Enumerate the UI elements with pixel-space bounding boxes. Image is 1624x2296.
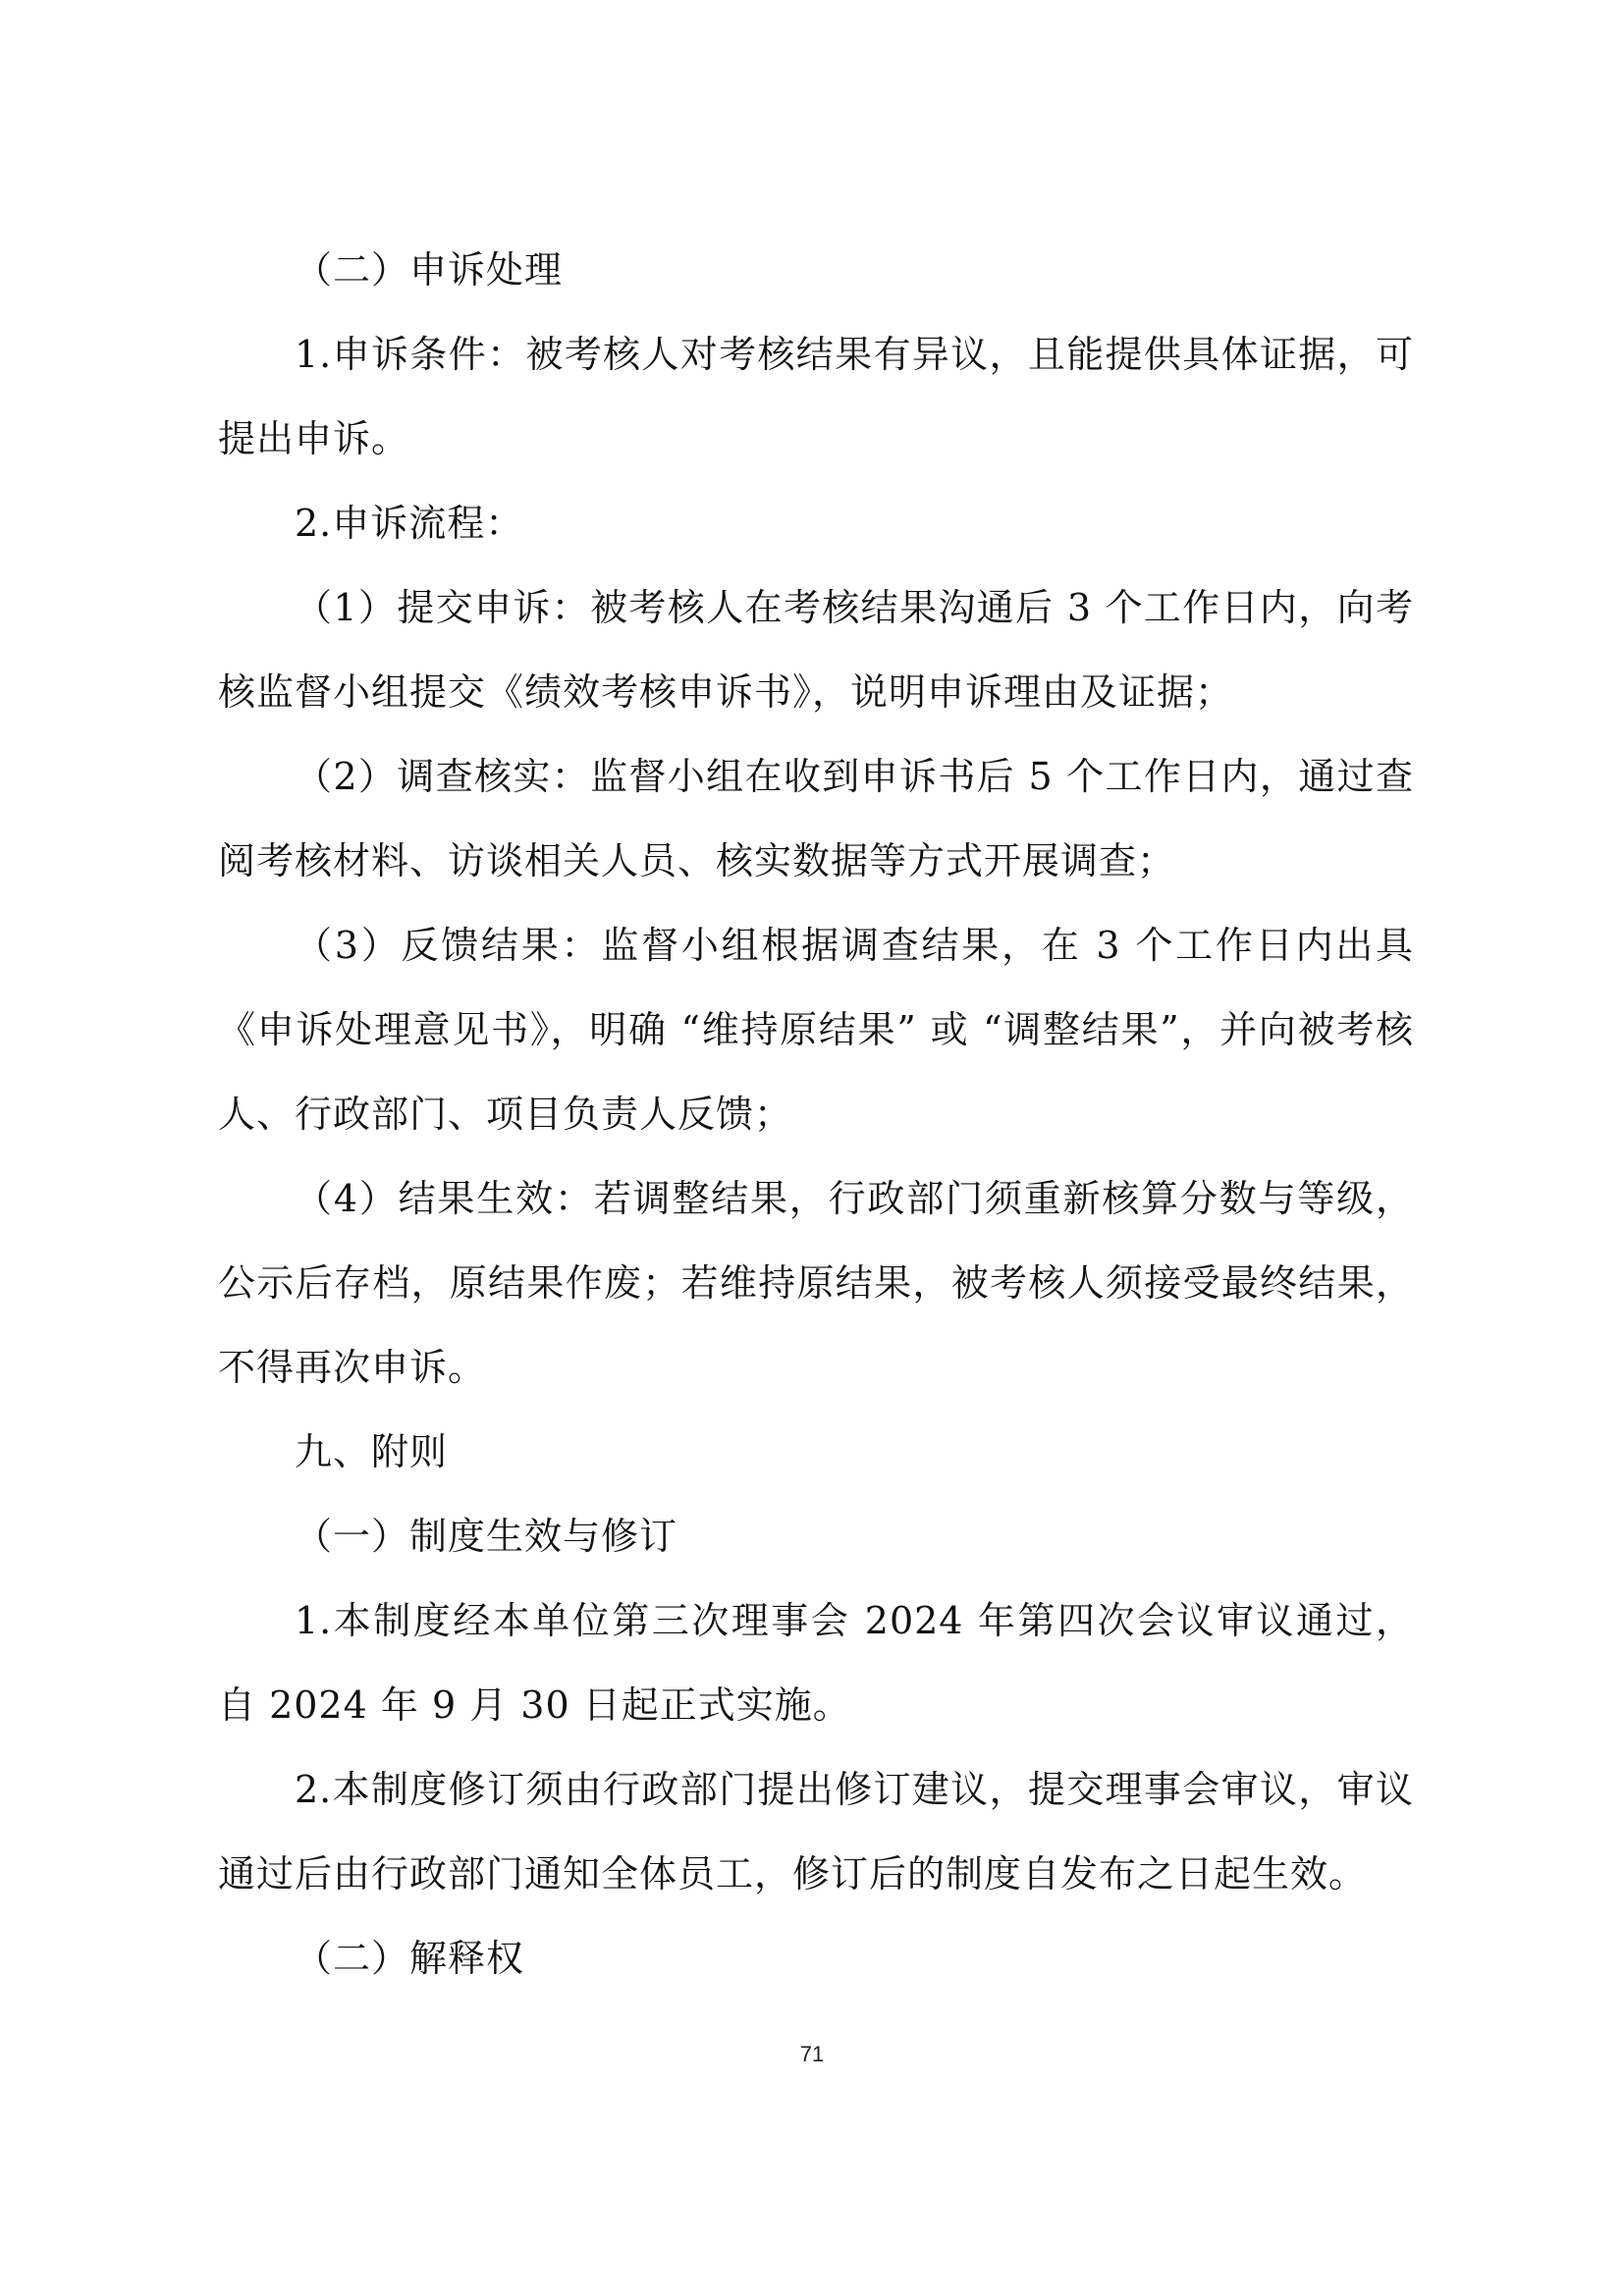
paragraph-appeal-process: 2.申诉流程： [295,502,524,545]
paragraph-revision-process: 2.本制度修订须由行政部门提出修订建议，提交理事会审议，审议通过后由行政部门通知全体员工，修订后的制度自发布之日起生效。 [218,1768,1414,1896]
subsection-heading-effect-revision: （一）制度生效与修订 [295,1515,678,1558]
section-heading-appendix: 九、附则 [295,1430,449,1473]
paragraph-investigation: （2）调查核实：监督小组在收到申诉书后 5 个工作日内，通过查阅考核材料、访谈相关人员、核实数据等方式开展调查； [218,755,1414,882]
paragraph-submit-appeal: （1）提交申诉：被考核人在考核结果沟通后 3 个工作日内，向考核监督小组提交《绩效考核申诉书》，说明申诉理由及证据； [218,586,1414,714]
document-body [218,228,1414,2001]
paragraph-appeal-conditions: 1.申诉条件：被考核人对考核结果有异议，且能提供具体证据，可提出申诉。 [218,333,1414,460]
page-number: 71 [799,2042,825,2066]
paragraph-effective-date: 1.本制度经本单位第三次理事会 2024 年第四次会议审议通过，自 2024 年 9 月 30 日起正式实施。 [218,1599,1414,1727]
section-heading-appeal-handling: （二）申诉处理 [295,248,564,292]
subsection-heading-interpretation: （二）解释权 [295,1937,525,1980]
paragraph-result-effective: （4）结果生效：若调整结果，行政部门须重新核算分数与等级，公示后存档，原结果作废；若维持原结果，被考核人须接受最终结果，不得再次申诉。 [218,1177,1414,1389]
paragraph-feedback-result: （3）反馈结果：监督小组根据调查结果，在 3 个工作日内出具《申诉处理意见书》，明确 “维持原结果” 或 “调整结果”，并向被考核人、行政部门、项目负责人反馈； [218,924,1414,1136]
